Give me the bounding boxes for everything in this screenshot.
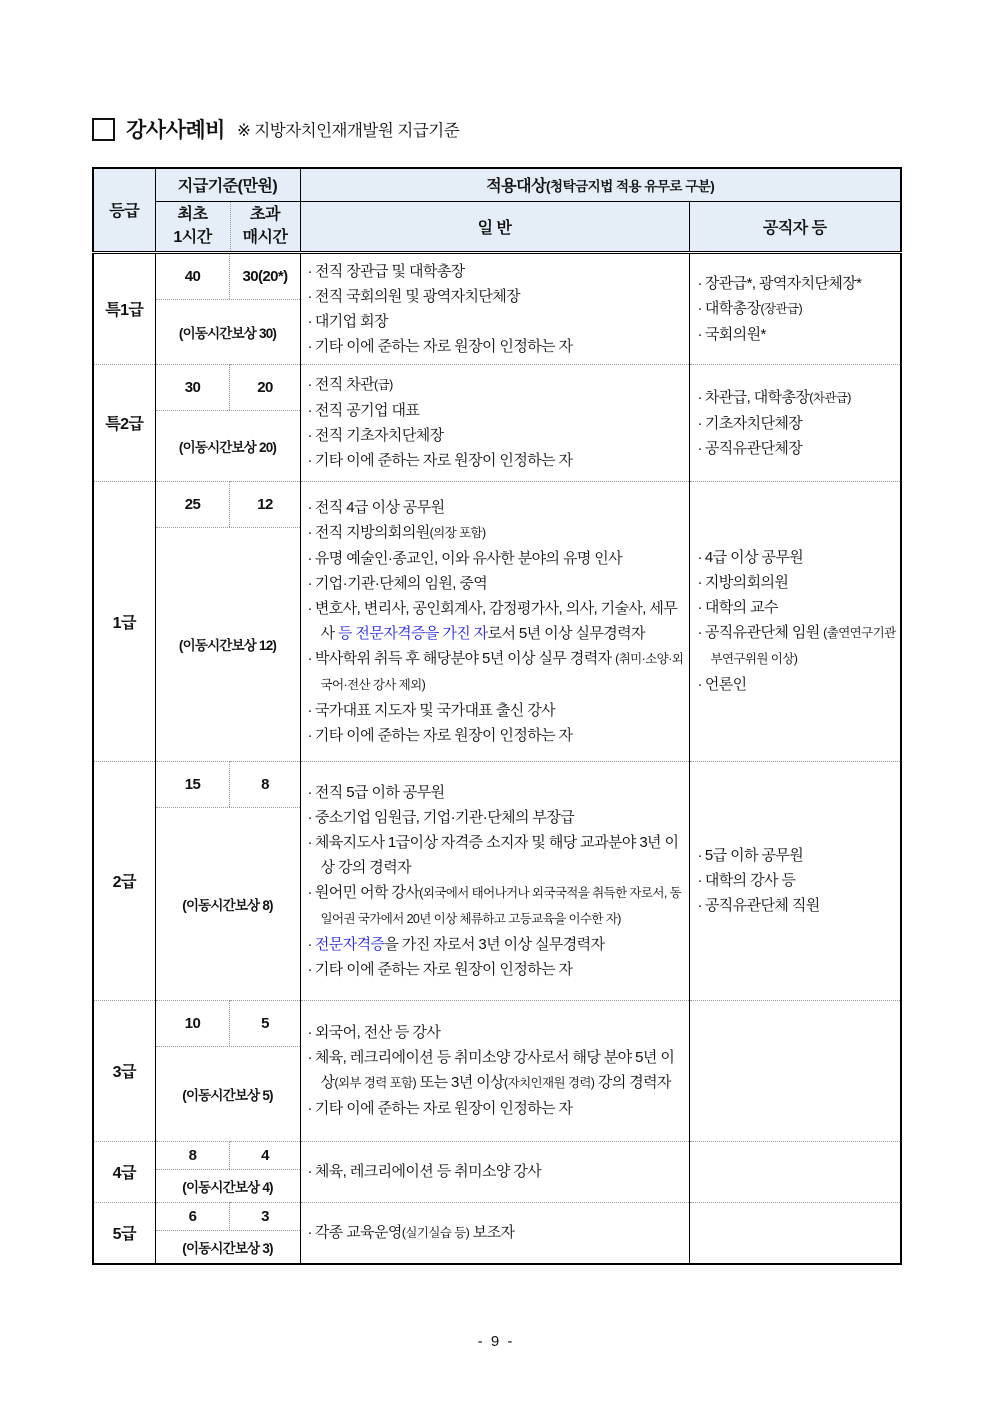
- list-item: [698, 893, 899, 918]
- rate-first-hour: 6: [156, 1203, 231, 1230]
- list-item: [698, 271, 899, 296]
- list-item: [308, 932, 687, 957]
- rate-cell: [155, 1000, 300, 1141]
- header-general: 일 반: [300, 201, 689, 252]
- bullet: ·: [307, 427, 312, 444]
- header-first-hour: [155, 201, 230, 252]
- grade-cell: 2급: [93, 761, 155, 1000]
- list-item: [698, 570, 899, 595]
- table-row: [93, 481, 901, 761]
- bullet: ·: [307, 935, 312, 953]
- text-segment: 또는 3년 이상: [416, 1074, 505, 1091]
- list-item: [698, 411, 899, 436]
- bullet: ·: [307, 1163, 312, 1180]
- header-official: 공직자 등: [689, 201, 901, 252]
- rate-first-hour: 8: [156, 1142, 231, 1169]
- bullet: ·: [697, 847, 702, 864]
- text-segment: 기타 이에 준하는 자로 원장이 인정하는 자: [314, 1100, 573, 1117]
- text-segment: 전직 공기업 대표: [314, 402, 420, 419]
- list-item: [308, 596, 687, 646]
- rate-first-hour: 25: [156, 482, 231, 527]
- header-target-sub: (청탁금지법 적용 유무로 구분): [546, 179, 715, 195]
- page-title: 강사사례비: [126, 119, 225, 142]
- official-cell: [689, 1000, 901, 1141]
- bullet: ·: [307, 312, 312, 330]
- official-cell: [689, 761, 901, 1000]
- list-item: [308, 372, 687, 398]
- rate-over-hour: 4: [261, 1146, 269, 1164]
- lecture-fee-table: [92, 167, 902, 1265]
- text-segment: (취미·소양·외국어·전산 강사 제외): [320, 651, 684, 692]
- grade-cell: 3급: [93, 1000, 155, 1141]
- list-item: [308, 780, 687, 805]
- travel-compensation: (이동시간보상 20): [178, 439, 277, 455]
- text-segment: 차관급, 대학총장: [704, 388, 810, 406]
- rate-numbers: [156, 1001, 300, 1047]
- grade-cell: 5급: [93, 1202, 155, 1264]
- text-segment: 대기업 회장: [314, 312, 388, 330]
- text-segment: (장관급): [760, 301, 803, 316]
- bullet: ·: [307, 574, 312, 592]
- list-item: [308, 448, 687, 473]
- list-item: [698, 868, 899, 893]
- rate-wrap: [156, 482, 300, 761]
- text-segment: 국가대표 지도자 및 국가대표 출신 강사: [314, 701, 555, 719]
- bullet: ·: [697, 299, 702, 317]
- travel-compensation: (이동시간보상 12): [178, 638, 277, 653]
- official-cell: [689, 252, 901, 364]
- bullet: ·: [697, 439, 702, 457]
- bullet: ·: [697, 676, 702, 693]
- bullet: ·: [307, 549, 312, 567]
- list-item: [308, 646, 687, 698]
- rate-cell: [155, 1141, 300, 1202]
- text-segment: 각종 교육운영: [314, 1223, 402, 1241]
- travel-compensation: (이동시간보상 4): [182, 1179, 273, 1195]
- document-title-row: [92, 114, 459, 144]
- bullet: ·: [697, 599, 702, 616]
- text-segment: 기타 이에 준하는 자로 원장이 인정하는 자: [314, 960, 573, 978]
- list-item: [308, 723, 687, 748]
- table-row: [93, 252, 901, 364]
- text-segment: 체육, 레크리에이션 등 취미소양 강사로서 해당 분야 5년 이상: [314, 1049, 675, 1091]
- rate-cell: [155, 481, 300, 761]
- rate-wrap: [156, 1001, 300, 1141]
- text-segment: 기업·기관·단체의 임원, 중역: [314, 574, 488, 592]
- text-segment: 원어민 어학 강사: [314, 883, 420, 901]
- text-segment: 대학의 교수: [704, 599, 778, 616]
- rate-cell: [155, 252, 300, 364]
- list-item: [308, 495, 687, 520]
- bullet: ·: [307, 376, 312, 393]
- header-first-hour-line1: 최초: [177, 206, 208, 223]
- list-item: [698, 296, 899, 322]
- bullet: ·: [307, 1223, 312, 1241]
- text-segment: 박사학위 취득 후 해당분야 5년 이상 실무 경력자: [314, 649, 616, 667]
- text-segment: 중소기업 임원급, 기업·기관·단체의 부장급: [314, 808, 575, 826]
- text-segment: 장관급*, 광역자치단체장*: [704, 274, 862, 292]
- list-item: [308, 1220, 687, 1246]
- bullet: ·: [307, 1024, 312, 1041]
- text-segment: 을 가진 자로서 3년 이상 실무경력자: [384, 935, 605, 953]
- rate-wrap: [156, 762, 300, 1000]
- bullet: ·: [307, 599, 312, 617]
- rate-first-hour: 15: [156, 762, 231, 807]
- text-segment: (출연연구기관 부연구위원 이상): [710, 626, 896, 666]
- text-segment: (급): [374, 378, 393, 392]
- text-segment: 외국어, 전산 등 강사: [314, 1024, 441, 1041]
- rate-cell: [155, 1202, 300, 1264]
- official-cell: [689, 1141, 901, 1202]
- bullet: ·: [307, 783, 312, 801]
- bullet: ·: [697, 897, 702, 914]
- general-cell: [300, 1202, 689, 1264]
- text-segment: 전직 차관: [314, 376, 375, 393]
- list-item: [308, 309, 687, 334]
- text-segment: (외국에서 태어나거나 외국국적을 취득한 자로서, 동일어권 국가에서 20년 이상 체류하고 고등교육을 이수한 자): [320, 885, 682, 926]
- text-segment: 4급 이상 공무원: [704, 549, 804, 566]
- general-cell: [300, 761, 689, 1000]
- rate-wrap: [156, 254, 300, 364]
- rate-over-hour: 5: [261, 1014, 269, 1032]
- rate-first-hour: 40: [156, 254, 231, 299]
- header-pay-standard: 지급기준(만원): [155, 168, 300, 201]
- header-over-hour-line1: 초과: [250, 206, 280, 223]
- list-item: [308, 880, 687, 932]
- grade-cell: 특2급: [93, 364, 155, 481]
- bullet: ·: [307, 523, 312, 541]
- table-header: [93, 168, 901, 252]
- text-segment: (외부 경력 포함): [334, 1076, 417, 1090]
- bullet: ·: [697, 624, 702, 641]
- grade-cell: 1급: [93, 481, 155, 761]
- header-grade: 등급: [93, 168, 155, 252]
- table-row: [93, 1000, 901, 1141]
- general-cell: [300, 481, 689, 761]
- text-segment: 전직 장관급 및 대학총장: [314, 262, 465, 280]
- list-item: [308, 334, 687, 359]
- bullet: ·: [307, 701, 312, 719]
- list-item: [308, 546, 687, 571]
- rate-numbers: [156, 254, 300, 300]
- text-segment: 전직 국회의원 및 광역자치단체장: [314, 287, 521, 305]
- bullet: ·: [697, 414, 702, 432]
- list-item: [308, 1045, 687, 1096]
- text-segment: (의장 포함): [429, 525, 486, 540]
- list-item: [698, 545, 899, 570]
- header-target-main: 적용대상: [486, 178, 547, 196]
- text-segment: 전직 5급 이하 공무원: [314, 783, 445, 801]
- rate-over-hour: 12: [257, 495, 273, 513]
- official-cell: [689, 481, 901, 761]
- bullet: ·: [307, 883, 312, 901]
- rate-cell: [155, 761, 300, 1000]
- bullet: ·: [307, 808, 312, 826]
- text-segment: 전직 기초자치단체장: [314, 427, 444, 444]
- text-segment: 체육, 레크리에이션 등 취미소양 강사: [314, 1163, 542, 1180]
- bullet: ·: [307, 262, 312, 280]
- travel-compensation: (이동시간보상 30): [178, 325, 277, 341]
- rate-cell: [155, 364, 300, 481]
- list-item: [698, 385, 899, 411]
- rate-numbers: [156, 1142, 300, 1170]
- text-segment: 로서 5년 이상 실무경력자: [487, 624, 645, 642]
- text-segment: 언론인: [704, 676, 747, 693]
- text-segment: 기타 이에 준하는 자로 원장이 인정하는 자: [314, 726, 573, 744]
- rate-wrap: [156, 1142, 300, 1202]
- text-segment: 5급 이하 공무원: [704, 847, 804, 864]
- rate-over-hour: 8: [261, 775, 269, 793]
- list-item: [698, 843, 899, 868]
- text-segment: 공직유관단체 임원: [704, 624, 824, 641]
- text-segment: 기타 이에 준하는 자로 원장이 인정하는 자: [314, 452, 573, 469]
- checkbox-icon: [92, 118, 115, 141]
- bullet: ·: [697, 549, 702, 566]
- grade-cell: 특1급: [93, 252, 155, 364]
- general-cell: [300, 252, 689, 364]
- general-cell: [300, 1000, 689, 1141]
- text-segment: 유명 예술인·종교인, 이와 유사한 분야의 유명 인사: [314, 549, 623, 567]
- text-segment: (차관급): [809, 390, 851, 405]
- official-cell: [689, 1202, 901, 1264]
- rate-wrap: [156, 365, 300, 481]
- header-target: [300, 168, 901, 201]
- bullet: ·: [307, 1049, 312, 1066]
- rate-numbers: [156, 1203, 300, 1231]
- table-row: [93, 1141, 901, 1202]
- rate-numbers: [156, 762, 300, 808]
- text-segment: 대학의 강사 등: [704, 872, 796, 889]
- rate-numbers: [156, 365, 300, 411]
- official-cell: [689, 364, 901, 481]
- bullet: ·: [697, 872, 702, 889]
- bullet: ·: [307, 1100, 312, 1117]
- page-number: - 9 -: [477, 1333, 515, 1350]
- bullet: ·: [697, 388, 702, 406]
- rate-first-hour: 10: [156, 1001, 231, 1046]
- list-item: [698, 620, 899, 672]
- text-segment: 보조자: [469, 1223, 515, 1241]
- text-segment: (실기실습 등): [401, 1225, 470, 1240]
- text-segment: 변호사, 변리사, 공인회계사, 감정평가사, 의사, 기술사, 세무사: [314, 599, 678, 642]
- table-row: [93, 761, 901, 1000]
- table-body: [93, 252, 901, 1264]
- travel-compensation: (이동시간보상 3): [182, 1240, 273, 1256]
- list-item: [698, 672, 899, 697]
- text-segment: 체육지도사 1급이상 자격증 소지자 및 해당 교과분야 3년 이상 강의 경력자: [314, 833, 679, 876]
- grade-cell: 4급: [93, 1141, 155, 1202]
- list-item: [308, 284, 687, 309]
- bullet: ·: [307, 726, 312, 744]
- text-segment: 대학총장: [704, 299, 761, 317]
- table-row: [93, 1202, 901, 1264]
- list-item: [308, 259, 687, 284]
- text-segment: 강의 경력자: [594, 1074, 671, 1091]
- bullet: ·: [697, 574, 702, 591]
- list-item: [698, 322, 899, 347]
- list-item: [308, 805, 687, 830]
- list-item: [308, 520, 687, 546]
- text-segment: 기초자치단체장: [704, 414, 803, 432]
- travel-compensation: (이동시간보상 5): [182, 1087, 273, 1103]
- list-item: [308, 571, 687, 596]
- text-segment: 국회의원*: [704, 325, 766, 343]
- bullet: ·: [307, 287, 312, 305]
- list-item: [308, 830, 687, 880]
- list-item: [308, 1159, 687, 1184]
- header-first-hour-line2: 1시간: [173, 229, 212, 246]
- text-segment: 등 전문자격증을 가진 자: [337, 624, 488, 642]
- bullet: ·: [697, 325, 702, 343]
- bullet: ·: [307, 337, 312, 355]
- general-cell: [300, 364, 689, 481]
- list-item: [308, 423, 687, 448]
- list-item: [308, 957, 687, 982]
- bullet: ·: [697, 274, 702, 292]
- text-segment: 기타 이에 준하는 자로 원장이 인정하는 자: [314, 337, 573, 355]
- list-item: [308, 398, 687, 423]
- list-item: [308, 1096, 687, 1121]
- list-item: [308, 698, 687, 723]
- text-segment: 전문자격증: [314, 935, 385, 953]
- text-segment: 전직 지방의회의원: [314, 523, 430, 541]
- text-segment: (자치인재원 경력): [504, 1076, 595, 1090]
- list-item: [698, 595, 899, 620]
- bullet: ·: [307, 649, 312, 667]
- rate-over-hour: 3: [261, 1207, 269, 1225]
- list-item: [308, 1020, 687, 1045]
- list-item: [698, 436, 899, 461]
- rate-wrap: [156, 1203, 300, 1263]
- text-segment: 전직 4급 이상 공무원: [314, 498, 445, 516]
- general-cell: [300, 1141, 689, 1202]
- bullet: ·: [307, 833, 312, 851]
- text-segment: 공직유관단체 직원: [704, 897, 820, 914]
- rate-first-hour: 30: [156, 365, 231, 410]
- rate-over-hour: 20: [257, 378, 273, 396]
- bullet: ·: [307, 960, 312, 978]
- text-segment: 공직유관단체장: [704, 439, 803, 457]
- text-segment: 지방의회의원: [704, 574, 789, 591]
- rate-over-hour: 30(20*): [242, 267, 288, 285]
- bullet: ·: [307, 498, 312, 516]
- bullet: ·: [307, 402, 312, 419]
- travel-compensation: (이동시간보상 8): [182, 897, 273, 913]
- table-row: [93, 364, 901, 481]
- page-title-note: ※ 지방자치인재개발원 지급기준: [236, 122, 460, 140]
- bullet: ·: [307, 452, 312, 469]
- header-over-hour-line2: 매시간: [242, 229, 288, 246]
- rate-numbers: [156, 482, 300, 528]
- header-over-hour: [230, 201, 300, 252]
